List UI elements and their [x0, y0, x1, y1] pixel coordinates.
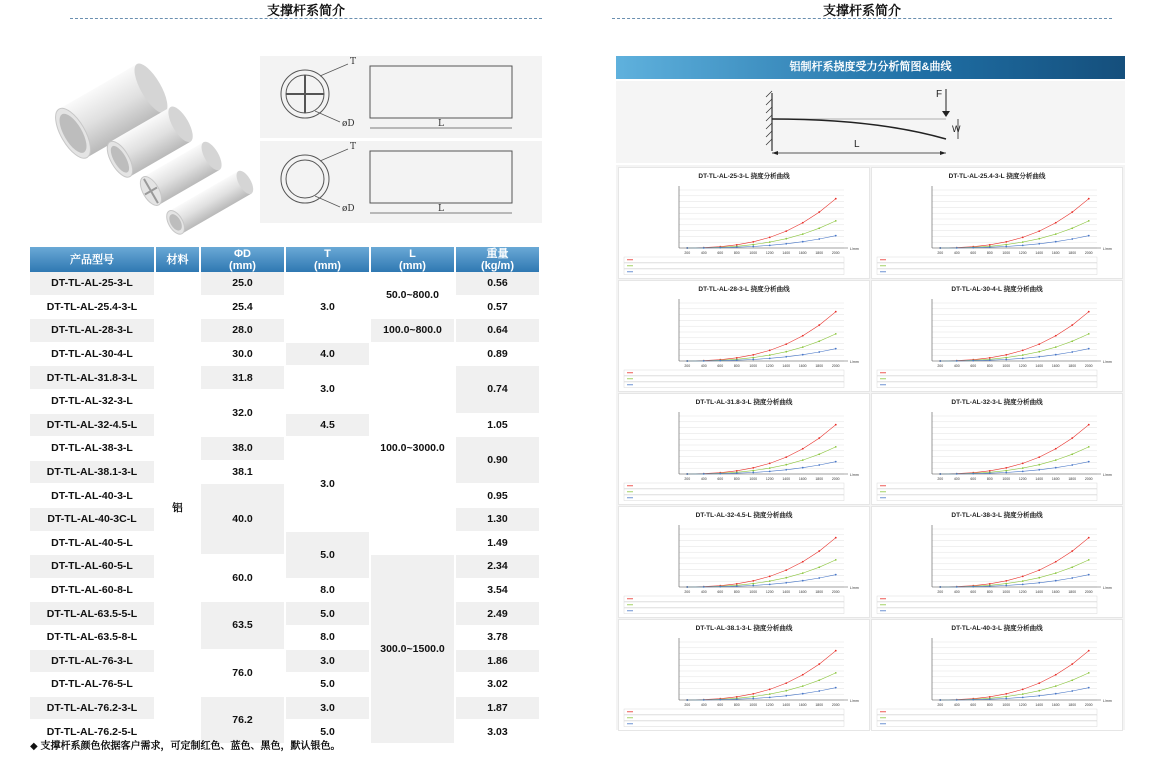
- x-tick-label: 800: [733, 364, 740, 368]
- x-tick-label: 1400: [1035, 703, 1044, 707]
- od-cell: 76.0: [200, 649, 285, 696]
- table-row: [30, 531, 540, 555]
- x-unit-label: L/mm: [850, 586, 859, 590]
- x-tick-label: 1200: [1018, 477, 1027, 481]
- x-tick-label: 1000: [749, 364, 758, 368]
- x-tick-label: 2000: [1084, 477, 1093, 481]
- drawing1-label-t: T: [350, 57, 357, 67]
- x-tick-label: 600: [970, 703, 977, 707]
- deflection-chart: [619, 394, 871, 506]
- t-cell: 3.0: [285, 649, 370, 673]
- chart-data-row: [877, 602, 1097, 608]
- x-tick-label: 1600: [1051, 364, 1060, 368]
- chart-data-row: [624, 715, 844, 721]
- x-tick-label: 1800: [1068, 251, 1077, 255]
- x-tick-label: 1400: [1035, 364, 1044, 368]
- deflection-chart: [872, 620, 1124, 732]
- x-tick-label: 600: [717, 703, 724, 707]
- x-tick-label: 2000: [831, 477, 840, 481]
- deflection-chart: [872, 168, 1124, 280]
- chart-data-row: [624, 269, 844, 275]
- material-cell: 铝: [155, 272, 200, 743]
- x-unit-label: L/mm: [1103, 360, 1112, 364]
- t-cell: 5.0: [285, 673, 370, 697]
- chart-data-row: [624, 257, 844, 263]
- x-tick-label: 2000: [831, 703, 840, 707]
- drawing1-label-l: L: [438, 119, 444, 129]
- series-line: [940, 651, 1089, 700]
- od-cell: 31.8: [200, 366, 285, 390]
- weight-cell: 2.34: [455, 555, 540, 579]
- x-tick-label: 800: [986, 477, 993, 481]
- model-cell: DT-TL-AL-38.1-3-L: [30, 460, 155, 484]
- x-tick-label: 200: [684, 251, 691, 255]
- chart-title: DT-TL-AL-25.4-3-L 挠度分析曲线: [948, 173, 1046, 180]
- t-cell: 3.0: [285, 696, 370, 720]
- chart-data-row: [624, 709, 844, 715]
- series-line: [687, 651, 836, 700]
- x-tick-label: 1200: [1018, 364, 1027, 368]
- series-line: [940, 538, 1089, 587]
- chart-title: DT-TL-AL-30-4-L 挠度分析曲线: [951, 286, 1043, 293]
- series-line: [940, 236, 1089, 248]
- chart-data-row: [624, 489, 844, 495]
- x-tick-label: 1200: [765, 251, 774, 255]
- x-tick-label: 1400: [782, 477, 791, 481]
- x-tick-label: 400: [953, 251, 960, 255]
- beam-label-f: F: [936, 89, 943, 100]
- cantilever-beam-diagram: [616, 81, 1125, 163]
- model-cell: DT-TL-AL-60-5-L: [30, 555, 155, 579]
- x-tick-label: 200: [684, 590, 691, 594]
- x-tick-label: 1000: [1002, 364, 1011, 368]
- x-tick-label: 600: [717, 477, 724, 481]
- t-cell: 3.0: [285, 272, 370, 342]
- deflection-chart: [872, 507, 1124, 619]
- x-tick-label: 1400: [782, 251, 791, 255]
- series-line: [687, 312, 836, 361]
- x-tick-label: 1400: [1035, 590, 1044, 594]
- table-row: [30, 437, 540, 461]
- spec-table: [30, 247, 541, 744]
- weight-cell: 0.74: [455, 366, 540, 413]
- chart-data-row: [624, 376, 844, 382]
- title-divider-left: [70, 18, 542, 19]
- x-tick-label: 400: [953, 703, 960, 707]
- x-tick-label: 1600: [798, 703, 807, 707]
- weight-cell: 1.87: [455, 696, 540, 720]
- model-cell: DT-TL-AL-40-3C-L: [30, 507, 155, 531]
- od-cell: 30.0: [200, 342, 285, 366]
- od-cell: 60.0: [200, 555, 285, 602]
- x-tick-label: 400: [700, 477, 707, 481]
- x-tick-label: 600: [717, 590, 724, 594]
- deflection-chart-panel: [871, 167, 1123, 279]
- x-tick-label: 1600: [798, 590, 807, 594]
- header-t: T (mm): [285, 247, 370, 272]
- model-cell: DT-TL-AL-25-3-L: [30, 272, 155, 295]
- model-cell: DT-TL-AL-32-4.5-L: [30, 413, 155, 437]
- x-tick-label: 200: [937, 477, 944, 481]
- weight-cell: 3.78: [455, 625, 540, 649]
- x-tick-label: 1800: [1068, 364, 1077, 368]
- x-tick-label: 1400: [782, 703, 791, 707]
- x-tick-label: 1600: [1051, 251, 1060, 255]
- weight-cell: 0.64: [455, 319, 540, 343]
- model-cell: DT-TL-AL-76.2-5-L: [30, 720, 155, 744]
- x-tick-label: 2000: [831, 590, 840, 594]
- drawing2-label-l: L: [438, 204, 444, 214]
- x-tick-label: 1000: [749, 590, 758, 594]
- x-tick-label: 1800: [1068, 703, 1077, 707]
- x-tick-label: 1600: [798, 364, 807, 368]
- x-tick-label: 1800: [1068, 590, 1077, 594]
- chart-data-row: [877, 263, 1097, 269]
- x-tick-label: 2000: [1084, 703, 1093, 707]
- header-od: ΦD (mm): [200, 247, 285, 272]
- l-cell: 300.0~1500.0: [370, 555, 455, 744]
- x-unit-label: L/mm: [1103, 247, 1112, 251]
- x-tick-label: 1800: [815, 590, 824, 594]
- series-line: [940, 425, 1089, 474]
- chart-title: DT-TL-AL-25-3-L 挠度分析曲线: [698, 173, 790, 180]
- t-cell: 3.0: [285, 437, 370, 531]
- page-title-right: 支撑杆系简介: [822, 3, 901, 18]
- chart-data-row: [877, 495, 1097, 501]
- table-row: [30, 649, 540, 673]
- deflection-chart-panel: [618, 393, 870, 505]
- t-cell: 5.0: [285, 720, 370, 744]
- x-tick-label: 800: [733, 703, 740, 707]
- weight-cell: 0.89: [455, 342, 540, 366]
- color-note: ◆ 支撑杆系颜色依据客户需求，可定制红色、蓝色、黑色，默认银色。: [30, 741, 341, 752]
- model-cell: DT-TL-AL-76.2-3-L: [30, 696, 155, 720]
- x-tick-label: 1200: [765, 590, 774, 594]
- x-tick-label: 1600: [798, 477, 807, 481]
- x-tick-label: 1400: [1035, 251, 1044, 255]
- x-tick-label: 1400: [782, 364, 791, 368]
- weight-cell: 1.30: [455, 507, 540, 531]
- weight-cell: 3.02: [455, 673, 540, 697]
- x-unit-label: L/mm: [850, 699, 859, 703]
- x-tick-label: 1000: [1002, 477, 1011, 481]
- chart-data-row: [624, 382, 844, 388]
- chart-data-row: [624, 721, 844, 727]
- deflection-chart-panel: [618, 167, 870, 279]
- x-tick-label: 1400: [782, 590, 791, 594]
- x-tick-label: 600: [717, 364, 724, 368]
- x-tick-label: 1000: [1002, 703, 1011, 707]
- model-cell: DT-TL-AL-63.5-8-L: [30, 625, 155, 649]
- x-tick-label: 200: [937, 590, 944, 594]
- weight-cell: 2.49: [455, 602, 540, 626]
- table-row: [30, 673, 540, 697]
- model-cell: DT-TL-AL-38-3-L: [30, 437, 155, 461]
- x-tick-label: 1000: [749, 251, 758, 255]
- weight-cell: 0.57: [455, 295, 540, 319]
- cross-section-drawing-plain: [260, 141, 542, 223]
- x-tick-label: 400: [700, 251, 707, 255]
- od-cell: 28.0: [200, 319, 285, 343]
- x-tick-label: 800: [733, 477, 740, 481]
- od-cell: 38.1: [200, 460, 285, 484]
- x-tick-label: 1600: [798, 251, 807, 255]
- l-cell: 100.0~800.0: [370, 319, 455, 343]
- x-tick-label: 200: [937, 364, 944, 368]
- title-divider-right: [612, 18, 1112, 19]
- model-cell: DT-TL-AL-76-3-L: [30, 649, 155, 673]
- deflection-charts-grid: [616, 165, 1125, 730]
- chart-title: DT-TL-AL-28-3-L 挠度分析曲线: [698, 286, 790, 293]
- model-cell: DT-TL-AL-40-3-L: [30, 484, 155, 508]
- chart-title: DT-TL-AL-38.1-3-L 挠度分析曲线: [695, 625, 793, 632]
- weight-cell: 3.54: [455, 578, 540, 602]
- x-tick-label: 1200: [765, 703, 774, 707]
- chart-data-row: [877, 269, 1097, 275]
- model-cell: DT-TL-AL-32-3-L: [30, 389, 155, 413]
- x-unit-label: L/mm: [1103, 586, 1112, 590]
- x-unit-label: L/mm: [1103, 473, 1112, 477]
- t-cell: 3.0: [285, 366, 370, 413]
- x-unit-label: L/mm: [1103, 699, 1112, 703]
- x-tick-label: 600: [970, 590, 977, 594]
- series-line: [940, 462, 1089, 474]
- model-cell: DT-TL-AL-31.8-3-L: [30, 366, 155, 390]
- chart-data-row: [624, 263, 844, 269]
- header-model: 产品型号: [30, 247, 155, 272]
- chart-data-row: [877, 382, 1097, 388]
- table-row: [30, 602, 540, 626]
- x-tick-label: 800: [986, 364, 993, 368]
- t-cell: 8.0: [285, 578, 370, 602]
- series-line: [687, 688, 836, 700]
- t-cell: 4.0: [285, 342, 370, 366]
- x-tick-label: 1200: [1018, 703, 1027, 707]
- t-cell: 5.0: [285, 602, 370, 626]
- x-tick-label: 800: [986, 590, 993, 594]
- table-row: [30, 696, 540, 720]
- table-row: [30, 625, 540, 649]
- deflection-chart: [619, 620, 871, 732]
- t-cell: 5.0: [285, 531, 370, 578]
- od-cell: 32.0: [200, 389, 285, 436]
- drawing2-label-t: T: [350, 142, 357, 152]
- tube-products-illustration: [30, 60, 260, 240]
- x-tick-label: 400: [700, 364, 707, 368]
- x-tick-label: 200: [684, 703, 691, 707]
- series-line: [687, 199, 836, 248]
- chart-data-row: [877, 608, 1097, 614]
- x-tick-label: 1800: [815, 251, 824, 255]
- deflection-chart-panel: [618, 280, 870, 392]
- series-line: [687, 538, 836, 587]
- chart-data-row: [877, 370, 1097, 376]
- x-tick-label: 200: [684, 364, 691, 368]
- weight-cell: 0.56: [455, 272, 540, 295]
- chart-data-row: [624, 370, 844, 376]
- deflection-chart: [619, 281, 871, 393]
- x-tick-label: 1200: [1018, 590, 1027, 594]
- x-unit-label: L/mm: [850, 473, 859, 477]
- od-cell: 38.0: [200, 437, 285, 461]
- chart-title: DT-TL-AL-32-3-L 挠度分析曲线: [951, 399, 1043, 406]
- chart-data-row: [877, 709, 1097, 715]
- deflection-chart-panel: [618, 619, 870, 731]
- model-cell: DT-TL-AL-30-4-L: [30, 342, 155, 366]
- x-tick-label: 1800: [815, 703, 824, 707]
- page-title-left: 支撑杆系简介: [266, 3, 345, 18]
- table-row: [30, 342, 540, 366]
- chart-title: DT-TL-AL-38-3-L 挠度分析曲线: [951, 512, 1043, 519]
- x-tick-label: 1800: [815, 477, 824, 481]
- deflection-chart-panel: [871, 506, 1123, 618]
- x-tick-label: 1600: [1051, 477, 1060, 481]
- x-tick-label: 200: [684, 477, 691, 481]
- chart-data-row: [877, 715, 1097, 721]
- chart-data-row: [624, 596, 844, 602]
- x-tick-label: 600: [970, 251, 977, 255]
- od-cell: 25.0: [200, 272, 285, 295]
- x-tick-label: 800: [986, 703, 993, 707]
- header-weight: 重量 (kg/m): [455, 247, 540, 272]
- od-cell: 25.4: [200, 295, 285, 319]
- drawing1-label-d: øD: [342, 119, 355, 129]
- chart-data-row: [624, 608, 844, 614]
- drawing2-label-d: øD: [342, 204, 355, 214]
- x-tick-label: 1200: [765, 477, 774, 481]
- model-cell: DT-TL-AL-60-8-L: [30, 578, 155, 602]
- x-tick-label: 400: [953, 477, 960, 481]
- x-tick-label: 2000: [831, 364, 840, 368]
- weight-cell: 1.86: [455, 649, 540, 673]
- deflection-chart-panel: [871, 619, 1123, 731]
- t-cell: 4.5: [285, 413, 370, 437]
- t-cell: 8.0: [285, 625, 370, 649]
- x-tick-label: 400: [953, 364, 960, 368]
- x-tick-label: 2000: [1084, 590, 1093, 594]
- chart-data-row: [877, 721, 1097, 727]
- x-tick-label: 200: [937, 703, 944, 707]
- header-l: L (mm): [370, 247, 455, 272]
- series-line: [940, 349, 1089, 361]
- x-tick-label: 1000: [749, 477, 758, 481]
- chart-data-row: [877, 489, 1097, 495]
- weight-cell: 3.03: [455, 720, 540, 744]
- chart-title: DT-TL-AL-40-3-L 挠度分析曲线: [951, 625, 1043, 632]
- x-tick-label: 800: [986, 251, 993, 255]
- weight-cell: 0.90: [455, 437, 540, 484]
- x-tick-label: 600: [970, 364, 977, 368]
- l-cell: 100.0~3000.0: [370, 342, 455, 554]
- deflection-chart: [872, 394, 1124, 506]
- model-cell: DT-TL-AL-40-5-L: [30, 531, 155, 555]
- x-tick-label: 1400: [1035, 477, 1044, 481]
- table-row: [30, 272, 540, 295]
- x-tick-label: 200: [937, 251, 944, 255]
- od-cell: 76.2: [200, 696, 285, 743]
- table-row: [30, 366, 540, 390]
- deflection-chart: [619, 507, 871, 619]
- table-header-row: [30, 247, 540, 272]
- series-line: [940, 312, 1089, 361]
- table-row: [30, 578, 540, 602]
- x-tick-label: 1200: [765, 364, 774, 368]
- od-cell: 63.5: [200, 602, 285, 649]
- beam-label-l: L: [854, 139, 860, 150]
- x-unit-label: L/mm: [850, 360, 859, 364]
- deflection-chart-panel: [618, 506, 870, 618]
- x-tick-label: 400: [700, 703, 707, 707]
- x-tick-label: 1600: [1051, 590, 1060, 594]
- x-tick-label: 2000: [1084, 364, 1093, 368]
- weight-cell: 1.05: [455, 413, 540, 437]
- x-tick-label: 1000: [1002, 590, 1011, 594]
- x-tick-label: 800: [733, 590, 740, 594]
- series-line: [687, 575, 836, 587]
- chart-title: DT-TL-AL-31.8-3-L 挠度分析曲线: [695, 399, 793, 406]
- cross-section-drawing-ribbed: [260, 56, 542, 138]
- chart-title: DT-TL-AL-32-4.5-L 挠度分析曲线: [695, 512, 793, 519]
- deflection-chart-panel: [871, 393, 1123, 505]
- x-tick-label: 1800: [1068, 477, 1077, 481]
- deflection-chart-panel: [871, 280, 1123, 392]
- x-tick-label: 600: [970, 477, 977, 481]
- series-line: [687, 236, 836, 248]
- od-cell: 40.0: [200, 484, 285, 555]
- chart-data-row: [877, 257, 1097, 263]
- x-tick-label: 1800: [815, 364, 824, 368]
- weight-cell: 1.49: [455, 531, 540, 555]
- model-cell: DT-TL-AL-25.4-3-L: [30, 295, 155, 319]
- chart-data-row: [624, 495, 844, 501]
- series-line: [687, 462, 836, 474]
- series-line: [687, 425, 836, 474]
- x-tick-label: 2000: [1084, 251, 1093, 255]
- model-cell: DT-TL-AL-28-3-L: [30, 319, 155, 343]
- deflection-chart: [619, 168, 871, 280]
- chart-data-row: [877, 596, 1097, 602]
- chart-data-row: [624, 602, 844, 608]
- x-tick-label: 600: [717, 251, 724, 255]
- table-row: [30, 413, 540, 437]
- series-line: [940, 688, 1089, 700]
- x-tick-label: 400: [700, 590, 707, 594]
- deflection-banner: 铝制杆系挠度受力分析简图&曲线: [616, 56, 1125, 79]
- x-tick-label: 2000: [831, 251, 840, 255]
- x-tick-label: 1000: [1002, 251, 1011, 255]
- header-material: 材料: [155, 247, 200, 272]
- x-tick-label: 400: [953, 590, 960, 594]
- x-unit-label: L/mm: [850, 247, 859, 251]
- series-line: [940, 575, 1089, 587]
- x-tick-label: 1000: [749, 703, 758, 707]
- series-line: [940, 199, 1089, 248]
- x-tick-label: 1600: [1051, 703, 1060, 707]
- chart-data-row: [877, 376, 1097, 382]
- chart-data-row: [877, 483, 1097, 489]
- x-tick-label: 800: [733, 251, 740, 255]
- weight-cell: 0.95: [455, 484, 540, 508]
- model-cell: DT-TL-AL-63.5-5-L: [30, 602, 155, 626]
- model-cell: DT-TL-AL-76-5-L: [30, 673, 155, 697]
- l-cell: 50.0~800.0: [370, 272, 455, 319]
- x-tick-label: 1200: [1018, 251, 1027, 255]
- chart-data-row: [624, 483, 844, 489]
- beam-label-w: W: [952, 124, 961, 134]
- deflection-chart: [872, 281, 1124, 393]
- series-line: [687, 349, 836, 361]
